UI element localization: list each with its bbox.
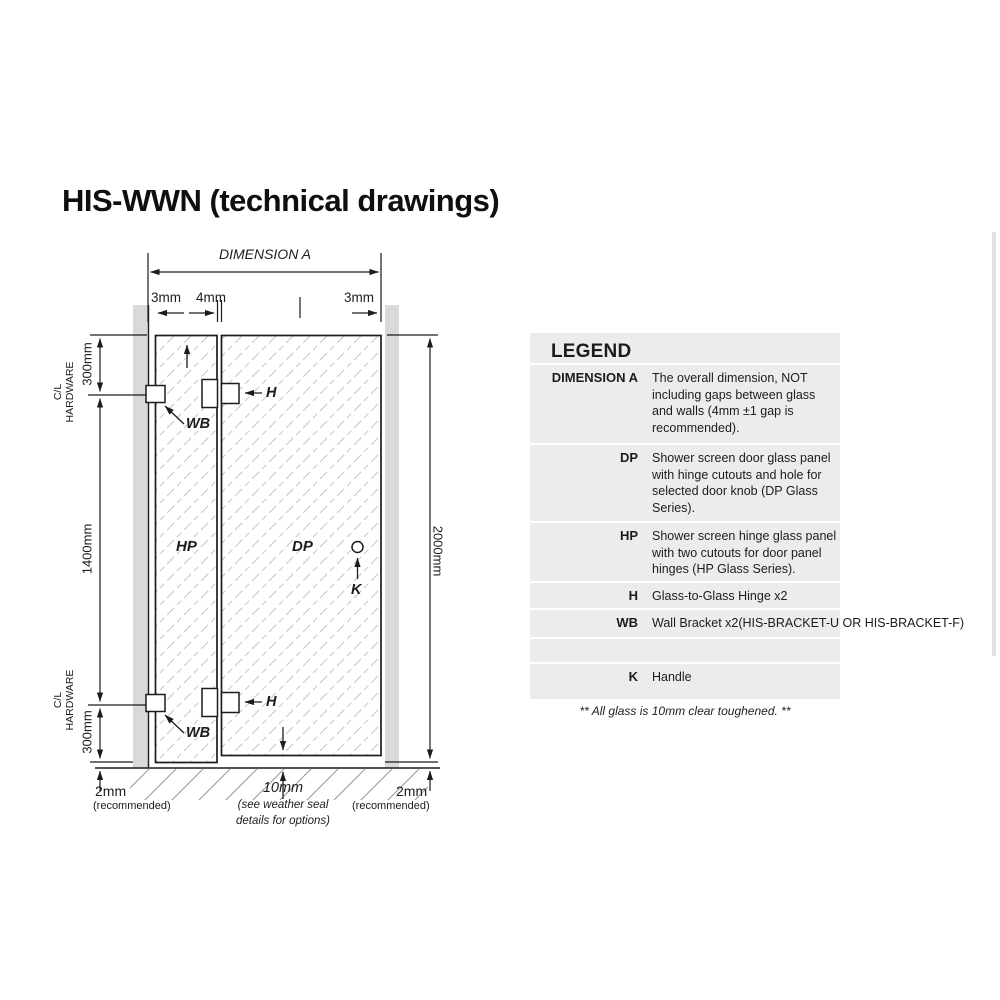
hinge-top-right-plate bbox=[222, 384, 240, 404]
legend-row-empty bbox=[530, 637, 840, 662]
hinge-bottom-left-plate bbox=[202, 689, 218, 717]
legend-description: Wall Bracket x2(HIS-BRACKET-U OR HIS-BRACKET-F) bbox=[652, 616, 965, 630]
legend-term: DIMENSION A bbox=[551, 370, 638, 385]
floor-gap-right-note: (recommended) bbox=[352, 800, 430, 812]
legend-description: Glass-to-Glass Hinge x2 bbox=[652, 589, 788, 603]
legend-description: Handle bbox=[652, 670, 692, 684]
floor-gap-right-label: 2mm bbox=[396, 783, 428, 799]
floor-gap-left-label: 2mm bbox=[95, 783, 127, 799]
wall-bracket-top-label: WB bbox=[186, 416, 211, 432]
dim-2000-label: 2000mm bbox=[430, 525, 446, 577]
legend-row-h bbox=[530, 581, 840, 608]
gap-left-label: 3mm bbox=[151, 290, 181, 305]
dimension-a-label: DIMENSION A bbox=[218, 246, 312, 262]
legend-term: WB bbox=[616, 615, 638, 630]
dimension-a-lines bbox=[148, 253, 381, 322]
hinge-panel-label: HP bbox=[176, 538, 197, 555]
legend-term bbox=[530, 644, 652, 662]
hinge-bottom-label: H bbox=[266, 694, 277, 710]
floor-gap-center-label: 10mm bbox=[262, 780, 304, 796]
door-panel-label: DP bbox=[292, 538, 313, 555]
handle-label: K bbox=[351, 582, 362, 598]
legend-term: K bbox=[628, 669, 638, 684]
wall-bracket-top bbox=[146, 386, 165, 403]
handle-knob bbox=[352, 542, 363, 553]
legend-description bbox=[652, 644, 838, 662]
legend-row-k bbox=[530, 662, 840, 699]
legend-row-dimension-a bbox=[530, 363, 840, 443]
legend-description: Shower screen door glass panel with hinge cutouts and hole for selected door knob (DP Glass Series). bbox=[652, 451, 831, 515]
weather-seal-note-line2: details for options) bbox=[236, 815, 330, 827]
dim-300-top-label: 300mm bbox=[79, 342, 95, 386]
legend-row-dp bbox=[530, 443, 840, 521]
right-wall bbox=[385, 305, 399, 768]
cl-text: C/L bbox=[51, 691, 64, 709]
centerline-hardware-top-label bbox=[52, 362, 76, 423]
hardware-text: HARDWARE bbox=[64, 361, 76, 423]
floor-gap-left-note: (recommended) bbox=[93, 800, 171, 812]
hardware-text: HARDWARE bbox=[64, 669, 76, 731]
cl-text: C/L bbox=[51, 383, 64, 401]
gap-middle-label: 4mm bbox=[196, 290, 226, 305]
legend-description: Shower screen hinge glass panel with two cutouts for door panel hinges (HP Glass Series). bbox=[652, 529, 837, 576]
hinge-top-label: H bbox=[266, 385, 277, 401]
glass-footnote: ** All glass is 10mm clear toughened. ** bbox=[579, 704, 791, 718]
dim-300-bottom-label: 300mm bbox=[79, 710, 95, 754]
legend-row-hp bbox=[530, 521, 840, 581]
legend-description: The overall dimension, NOT including gaps between glass and walls (4mm ±1 gap is recommended). bbox=[652, 371, 816, 435]
page-edge-artifact bbox=[992, 232, 996, 656]
hinge-top-left-plate bbox=[202, 380, 218, 408]
hinge-bottom-right-plate bbox=[222, 693, 240, 713]
page-title: HIS-WWN (technical drawings) bbox=[62, 183, 500, 218]
legend-row-wb bbox=[530, 608, 965, 637]
legend-term: HP bbox=[619, 528, 638, 543]
legend-heading: LEGEND bbox=[551, 341, 632, 362]
dim-1400-label: 1400mm bbox=[79, 523, 95, 575]
wall-bracket-bottom bbox=[146, 695, 165, 712]
wall-bracket-bottom-label: WB bbox=[186, 725, 211, 741]
legend-term: H bbox=[628, 588, 638, 603]
legend-panel bbox=[530, 333, 965, 699]
centerline-hardware-bottom-label bbox=[52, 670, 76, 731]
gap-right-label: 3mm bbox=[344, 290, 374, 305]
weather-seal-note-line1: (see weather seal bbox=[237, 799, 329, 811]
legend-term: DP bbox=[619, 450, 638, 465]
